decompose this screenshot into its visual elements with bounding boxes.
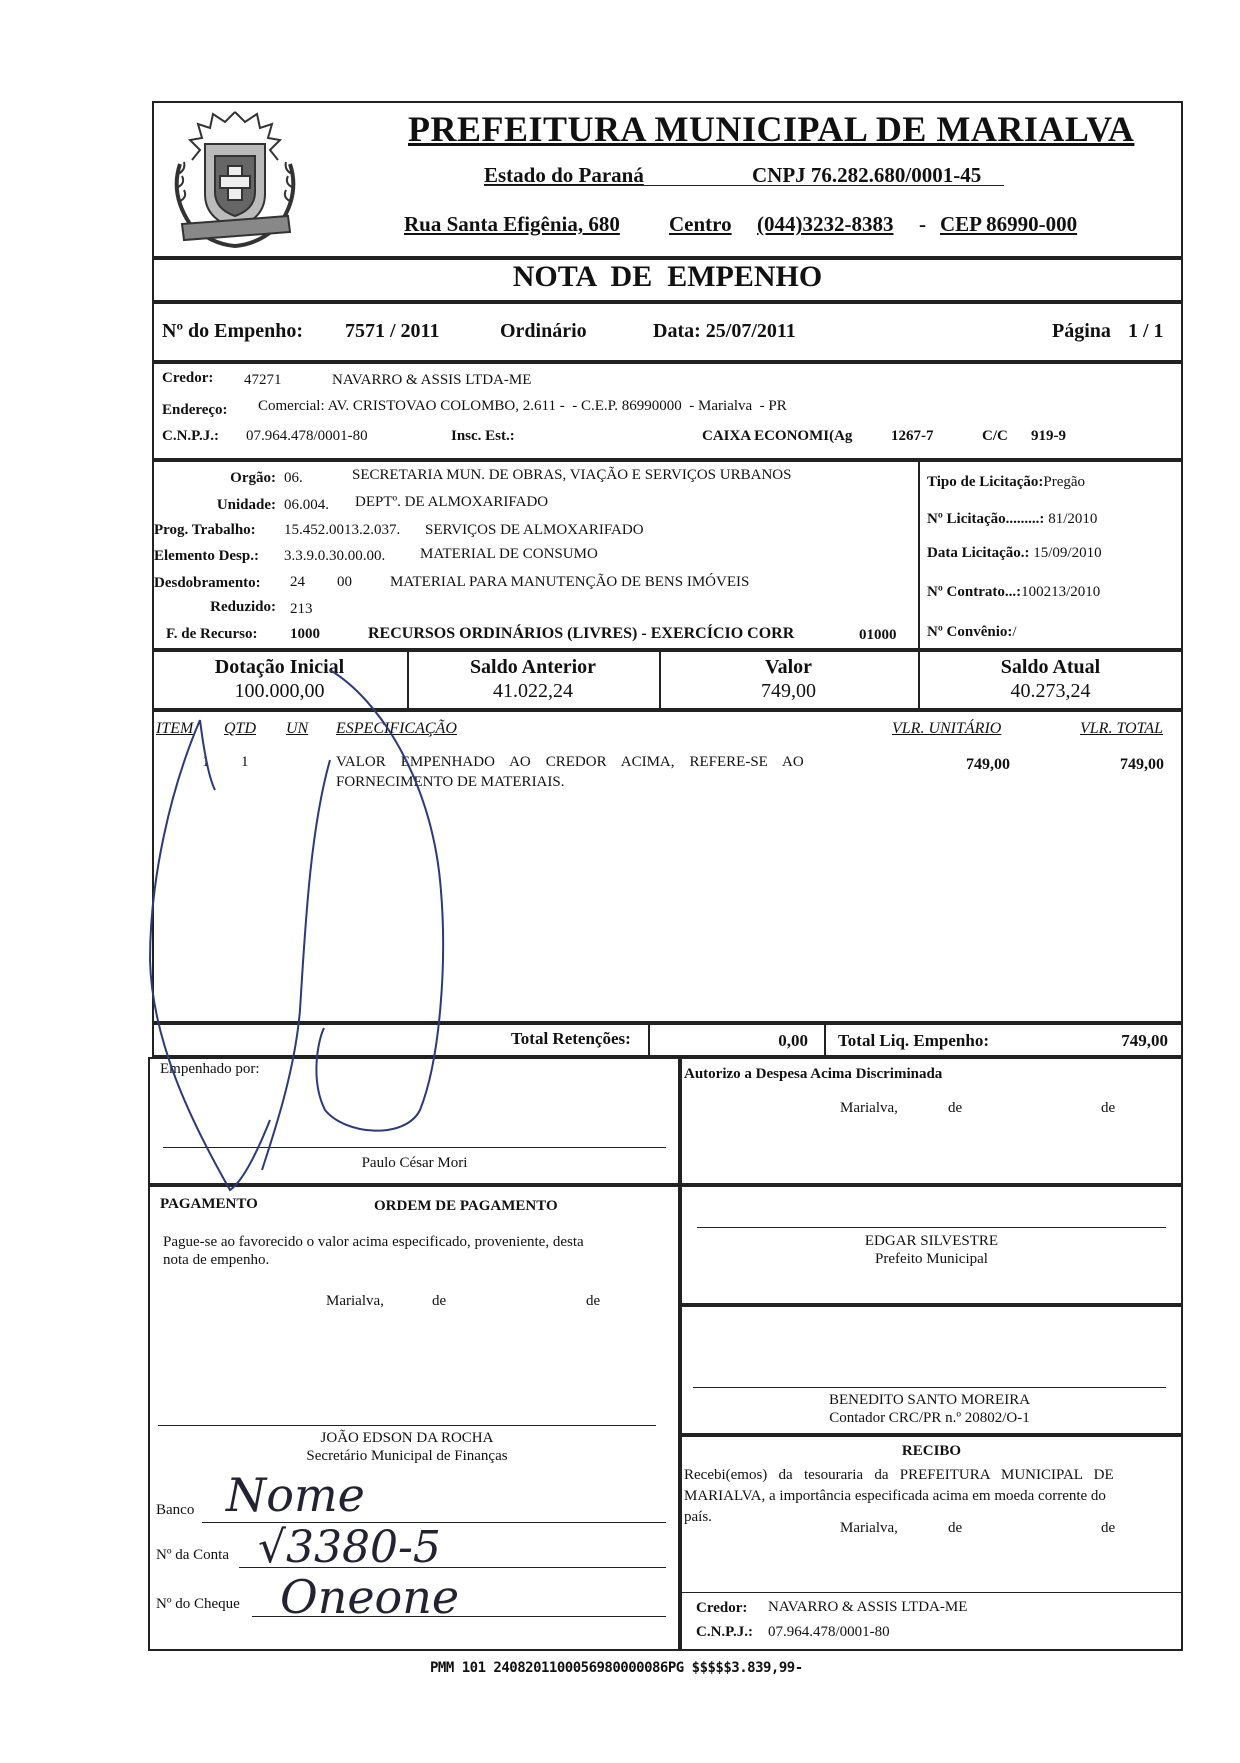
contador-sign-line (693, 1387, 1166, 1388)
state-label: Estado do Paraná (484, 163, 644, 187)
fonte-code2: 01000 (859, 627, 897, 643)
valor-value: 749,00 (761, 680, 816, 702)
empenhado-sign-line (163, 1147, 666, 1148)
licitacao-date-label: Data Licitação.: (927, 545, 1030, 561)
col-header-qtd: QTD (224, 720, 257, 737)
recibo-line-1: Recebi(emos) da tesouraria da PREFEITURA MUNICIPAL DE (684, 1467, 1114, 1483)
credor-cnpj: 07.964.478/0001-80 (246, 428, 368, 444)
recibo-de2: de (1101, 1520, 1116, 1536)
valor-label: Valor (764, 656, 813, 678)
reduz-label: Reduzido: (210, 599, 276, 615)
totals-box (152, 1023, 1183, 1057)
budget-divider (918, 460, 920, 650)
cc-label: C/C (982, 428, 1008, 444)
cheque-value: Oneone (280, 1570, 460, 1624)
secretario-name: JOÃO EDSON DA ROCHA (320, 1430, 494, 1446)
contrato-label: Nº Contrato...: (927, 584, 1022, 600)
totals-divider-2 (824, 1023, 826, 1057)
col-header-unit: VLR. UNITÁRIO (892, 720, 1002, 737)
recibo-label: RECIBO (901, 1443, 962, 1459)
cc-number: 919-9 (1031, 428, 1066, 444)
table-row-unit: 749,00 (966, 756, 1010, 773)
contador-title: Contador CRC/PR n.º 20802/O-1 (829, 1410, 1030, 1426)
municipal-coat-of-arms-icon (160, 104, 310, 252)
ordem-label: ORDEM DE PAGAMENTO (374, 1198, 558, 1214)
credor-code: 47271 (244, 372, 282, 388)
autorizo-de2: de (1101, 1100, 1116, 1116)
credor-address: Comercial: AV. CRISTOVAO COLOMBO, 2.611 - - C.E.P. 86990000 - Marialva - PR (258, 398, 787, 414)
saldo-atual-value: 40.273,24 (1010, 680, 1091, 702)
recibo-credor-label: Credor: (696, 1600, 748, 1616)
insc-label: Insc. Est.: (451, 428, 515, 444)
table-row-spec-1: VALOR EMPENHADO AO CREDOR ACIMA, REFERE-SE AO (336, 754, 804, 770)
elem-name: MATERIAL DE CONSUMO (420, 546, 598, 562)
liquido-value: 749,00 (1121, 1031, 1168, 1050)
page-label: Página (1052, 320, 1111, 342)
recibo-cnpj-label: C.N.P.J.: (696, 1624, 753, 1640)
empenho-date: Data: 25/07/2011 (653, 320, 796, 342)
unidade-label: Unidade: (216, 497, 276, 513)
doc-title: NOTA DE EMPENHO (512, 260, 823, 293)
pagamento-text-1: Pague-se ao favorecido o valor acima especificado, proveniente, desta (163, 1234, 584, 1250)
address-field-label: Endereço: (162, 402, 228, 418)
recibo-cnpj: 07.964.478/0001-80 (768, 1624, 890, 1640)
unidade-code: 06.004. (284, 497, 329, 513)
unidade-name: DEPTº. DE ALMOXARIFADO (355, 494, 549, 510)
footer-code: PMM 101 2408201100056980000086PG $$$$$3.839,99- (430, 1660, 803, 1676)
retencoes-label: Total Retenções: (511, 1029, 631, 1048)
page-number: 1 / 1 (1128, 320, 1164, 342)
autorizo-city: Marialva, (840, 1100, 898, 1116)
table-row-qtd: 1 (241, 754, 249, 770)
licitacao-number-label: Nº Licitação.........: (927, 511, 1045, 527)
convenio-number: / (1012, 624, 1017, 640)
retencoes-value: 0,00 (778, 1031, 808, 1050)
saldo-anterior-label: Saldo Anterior (469, 656, 597, 678)
dotacao-value: 100.000,00 (234, 680, 325, 702)
licitacao-type: Pregão (1043, 474, 1086, 490)
prog-label: Prog. Trabalho: (154, 522, 256, 538)
autorizo-de1: de (948, 1100, 963, 1116)
empenhado-signer: Paulo César Mori (361, 1155, 468, 1171)
saldo-atual-label: Saldo Atual (1000, 656, 1101, 678)
cnpj-label: CNPJ 76.282.680/0001-45 (752, 163, 982, 187)
table-row-total: 749,00 (1120, 756, 1164, 773)
recibo-de1: de (948, 1520, 963, 1536)
credor-name: NAVARRO & ASSIS LTDA-ME (332, 372, 532, 388)
table-row-spec-2: FORNECIMENTO DE MATERIAIS. (336, 774, 565, 790)
page-title: PREFEITURA MUNICIPAL DE MARIALVA (408, 109, 1135, 149)
autorizo-label: Autorizo a Despesa Acima Discriminada (684, 1066, 943, 1082)
convenio-row (927, 624, 1017, 641)
prefeito-sign-line (697, 1227, 1166, 1228)
orgao-label: Orgão: (230, 470, 276, 486)
bank-agency: 1267-7 (891, 428, 934, 444)
prefeito-name: EDGAR SILVESTRE (864, 1233, 999, 1249)
elem-label: Elemento Desp.: (154, 548, 259, 564)
address-label: Rua Santa Efigênia, 680 (404, 212, 620, 236)
contrato-number: 100213/2010 (1021, 584, 1101, 600)
recibo-city: Marialva, (840, 1520, 898, 1536)
col-header-total: VLR. TOTAL (1080, 720, 1163, 737)
licitacao-date-row (927, 545, 1102, 562)
phone-label: (044)3232-8383 (757, 212, 894, 236)
fonte-code: 1000 (290, 626, 320, 642)
col-header-un: UN (286, 720, 309, 737)
dotacao-label: Dotação Inicial (214, 656, 345, 678)
pagamento-de1: de (432, 1293, 447, 1309)
desd-code1: 24 (290, 574, 305, 590)
recibo-divider (680, 1592, 1183, 1593)
desd-label: Desdobramento: (154, 575, 261, 591)
recibo-credor: NAVARRO & ASSIS LTDA-ME (768, 1599, 968, 1615)
col-header-item: ITEM (156, 720, 194, 737)
prog-code: 15.452.0013.2.037. (284, 522, 401, 538)
empenho-number-label: Nº do Empenho: (162, 320, 304, 342)
contador-name: BENEDITO SANTO MOREIRA (828, 1392, 1031, 1408)
desd-code2: 00 (337, 574, 352, 590)
orgao-name: SECRETARIA MUN. DE OBRAS, VIAÇÃO E SERVIÇOS URBANOS (352, 467, 792, 483)
contrato-row (927, 584, 1100, 601)
licitacao-type-caption: Tipo de Licitação: (927, 474, 1044, 490)
secretario-title: Secretário Municipal de Finanças (306, 1448, 508, 1464)
cep-label: CEP 86990-000 (940, 212, 1078, 236)
totals-divider-1 (648, 1023, 650, 1057)
cheque-label: Nº do Cheque (156, 1596, 240, 1612)
banco-value: Nome (226, 1468, 365, 1522)
licitacao-type-label (927, 474, 1085, 491)
saldo-anterior-value: 41.022,24 (493, 680, 573, 702)
prog-name: SERVIÇOS DE ALMOXARIFADO (425, 522, 644, 538)
phone-separator: - (919, 212, 926, 236)
pagamento-de2: de (586, 1293, 601, 1309)
conta-value: √3380-5 (258, 1522, 441, 1573)
pagamento-text-2: nota de empenho. (163, 1252, 270, 1268)
credor-label: Credor: (162, 370, 214, 386)
empenho-number: 7571 / 2011 (345, 320, 440, 342)
bank-name: CAIXA ECONOMI(Ag (702, 428, 853, 444)
pagamento-city: Marialva, (326, 1293, 384, 1309)
licitacao-date: 15/09/2010 (1033, 545, 1102, 561)
elem-code: 3.3.9.0.30.00.00. (284, 548, 386, 564)
prefeito-title: Prefeito Municipal (875, 1251, 988, 1267)
convenio-label: Nº Convênio: (927, 624, 1013, 640)
licitacao-number: 81/2010 (1048, 511, 1098, 527)
col-header-spec: ESPECIFICAÇÃO (336, 720, 457, 737)
orgao-code: 06. (284, 470, 303, 486)
fonte-label: F. de Recurso: (166, 626, 258, 642)
empenho-type: Ordinário (500, 320, 587, 342)
licitacao-number-row (927, 511, 1097, 528)
recibo-line-2: MARIALVA, a importância especificada acima em moeda corrente do (684, 1488, 1106, 1504)
conta-label: Nº da Conta (156, 1547, 229, 1563)
desd-name: MATERIAL PARA MANUTENÇÃO DE BENS IMÓVEIS (390, 574, 750, 590)
banco-label: Banco (156, 1502, 195, 1518)
table-row-item: 1 (202, 754, 210, 770)
secretario-sign-line (158, 1425, 656, 1426)
pagamento-label: PAGAMENTO (160, 1196, 258, 1212)
reduz-value: 213 (290, 601, 313, 617)
district-label: Centro (669, 212, 732, 236)
recibo-line-3: país. (684, 1509, 712, 1525)
credor-cnpj-label: C.N.P.J.: (162, 428, 219, 444)
liquido-label: Total Liq. Empenho: (838, 1031, 989, 1050)
fonte-name: RECURSOS ORDINÁRIOS (LIVRES) - EXERCÍCIO CORR (368, 625, 795, 642)
empenhado-label: Empenhado por: (160, 1061, 260, 1077)
